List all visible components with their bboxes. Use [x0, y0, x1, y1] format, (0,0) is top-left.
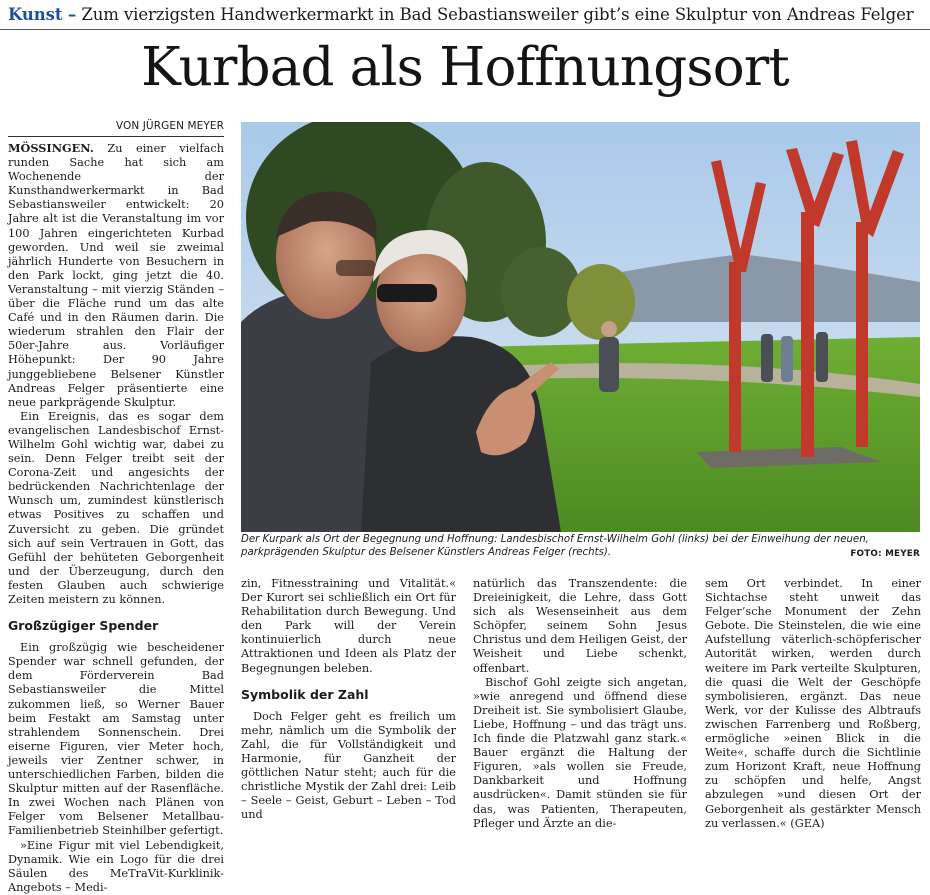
- dateline: MÖSSINGEN.: [8, 141, 94, 155]
- subheading: Großzügiger Spender: [8, 618, 159, 634]
- tree: [567, 264, 635, 340]
- paragraph: zin, Fitnesstraining und Vitalität.« Der Kurort sei schließlich ein Ort für Rehabilitation durch Bewegung. Und den Park will der Verein kontinuierlich durch neue Attraktionen und Ideen als Platz der Begegnungen beleben.: [241, 577, 456, 675]
- paragraph: »Eine Figur mit viel Lebendigkeit, Dynamik. Wie ein Logo für die drei Säulen des MeTraVit-Kurklinik-Angebots – Medi-: [8, 838, 224, 894]
- paragraph: Ein Ereignis, das es sogar dem evangelischen Landesbischof Ernst-Wilhelm Gohl wichtig war, dabei zu sein. Denn Felger treibt seit der Corona-Zeit und angesichts der bedrückenden Nachrichtenlage der Wunsch um, zumindest künstlerisch etwas Positives zu schaffen und Zuversicht zu geben. Die gründet sich auf sein Vertrauen in Gott, das Gefühl der behüteten Geborgenheit und der Überzeugung, durch den festen Glauben auch schwierige Zeiten meistern zu können.: [8, 409, 224, 606]
- photo-credit: FOTO: MEYER: [850, 549, 920, 559]
- subheading: Symbolik der Zahl: [241, 686, 369, 702]
- headline: Kurbad als Hoffnungsort: [141, 37, 789, 98]
- paragraph: Bischof Gohl zeigte sich angetan, »wie anregend und öffnend diese Dreiheit ist. Sie symbolisiert Glaube, Liebe, Hoffnung – und das trägt uns. Ich finde die Platzwahl ganz stark.« Bauer ergänzt die Haltung der Figuren, »als wollen sie Freude, Dankbarkeit und Hoffnung ausdrücken«. Damit stünden sie für das, was Patienten, Therapeuten, Pfleger und Ärzte an die-: [473, 675, 687, 830]
- article-column-1: [8, 141, 224, 895]
- article-photo: [241, 122, 920, 532]
- top-rule: [0, 29, 930, 30]
- kicker-text: Zum vierzigsten Handwerkermarkt in Bad Sebastiansweiler gibt’s eine Skulptur von Andreas Felger: [81, 5, 914, 24]
- paragraph: Ein großzügig wie bescheidener Spender war schnell gefunden, der dem Förderverein Bad Sebastiansweiler die Mittel zukommen ließ, so Werner Bauer beim Festakt am Samstag unter strahlendem Sonnenschein. Drei eiserne Figuren, vier Meter hoch, jeweils vier Zentner schwer, in unterschiedlichen Farben, bilden die Skulptur mitten auf der Rasenfläche. In zwei Wochen nach Plänen von Felger vom Belsener Metallbau-Familienbetrieb Steinhilber gefertigt.: [8, 641, 224, 838]
- photo-image: [241, 122, 920, 532]
- paragraph: natürlich das Transzendente: die Dreieinigkeit, die Lehre, dass Gott sich als Wesenseinheit aus dem Schöpfer, seinem Sohn Jesus Christus und dem Heiligen Geist, der Weisheit und Liebe schenkt, offenbart.: [473, 577, 687, 675]
- byline-rule: [8, 136, 224, 137]
- sunglasses-icon: [377, 284, 437, 302]
- paragraph: sem Ort verbindet. In einer Sichtachse steht unweit das Felger’sche Monument der Zehn Gebote. Die Steinstelen, die wie eine Aufstellung väterlich-schöpferischer Autorität wirken, werden durch weitere im Park verteilte Skulpturen, die quasi die Welt der Geschöpfe symbolisieren, ergänzt. Das neue Werk, vor der Kulisse des Albtraufs zwischen Farrenberg und Roßberg, ermögliche »einen Blick in die Weite«, schaffe durch die Sichtlinie zum Horizont Kraft, neue Hoffnung zu schöpfen und helfe, Angst abzulegen »und diesen Ort der Geborgenheit als gestärkter Mensch zu verlassen.« (GEA): [705, 577, 921, 830]
- paragraph: [8, 141, 224, 410]
- paragraph: Doch Felger geht es freilich um mehr, nämlich um die Symbolik der Zahl, die für Vollständigkeit und Harmonie, für Ganzheit der göttlichen Natur steht; auch für die christliche Mystik der Zahl drei: Leib – Seele – Geist, Geburt – Leben – Tod und: [241, 709, 456, 822]
- byline: VON JÜRGEN MEYER: [115, 120, 224, 132]
- paragraph-text: Zu einer vielfach runden Sache hat sich am Wochenende der Kunsthandwerkermarkt in Bad Sebastiansweiler entwickelt: 20 Jahre alt ist die Veranstaltung im vor 100 Jahren eingerichteten Kurbad geworden. Und weil sie zweimal jährlich Hunderte von Besuchern in den Park lockt, ging jetzt die 40. Veranstaltung – mit vierzig Ständen – über die Fläche rund um das alte Café und in den Räumen darin. Die wiederum strahlen den Flair der 50er-Jahre aus. Vorläufiger Höhepunkt: Der 90 Jahre junggebliebene Belsener Künstler Andreas Felger präsentierte eine neue parkprägende Skulptur.: [8, 142, 225, 409]
- section-label: Kunst –: [8, 5, 77, 24]
- article-column-2: [241, 577, 456, 823]
- kicker: [8, 5, 914, 24]
- glasses-icon: [336, 260, 376, 276]
- photo-caption: Der Kurpark als Ort der Begegnung und Hoffnung: Landesbischof Ernst-Wilhelm Gohl (links) bei der Einweihung der neuen, parkprägenden Skulptur des Belsener Künstlers Andreas Felger (rechts).: [241, 534, 869, 558]
